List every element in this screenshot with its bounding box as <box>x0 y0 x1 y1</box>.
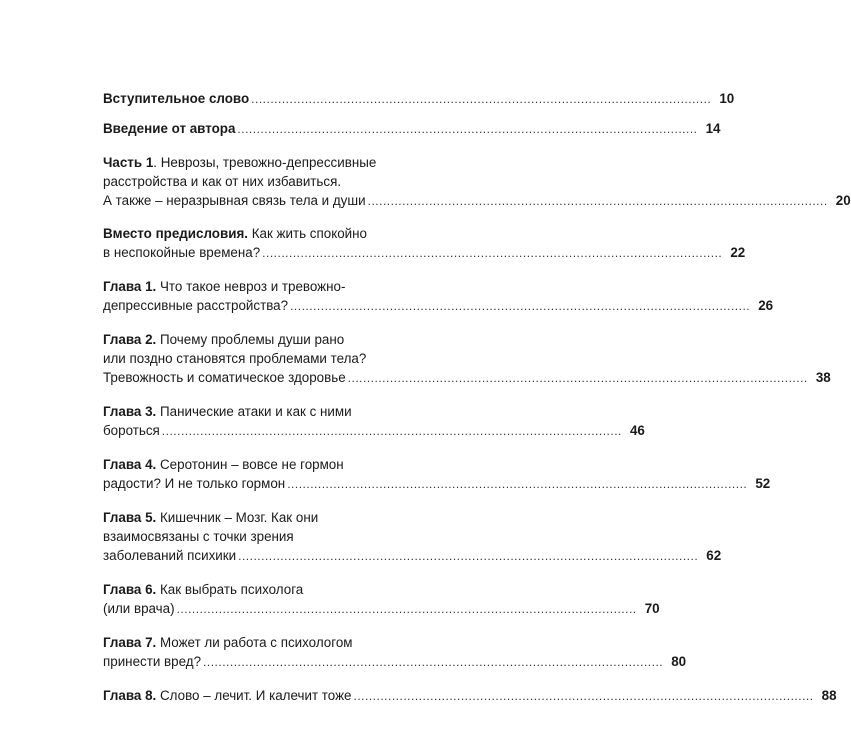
toc-line-text: заболеваний психики <box>103 548 237 563</box>
toc-entry <box>103 277 774 316</box>
dot-leader: ........................................................................................................................ <box>347 371 808 385</box>
toc-line <box>103 508 411 527</box>
toc-entry-title: Панические атаки и как с ними <box>156 404 352 419</box>
toc-entry <box>103 580 660 619</box>
toc-line <box>103 119 721 139</box>
toc-line <box>103 368 831 388</box>
toc-line <box>103 191 851 211</box>
toc-entry <box>103 508 722 566</box>
toc-entry-label: Глава 2. <box>103 332 157 347</box>
toc-line-text <box>103 153 376 172</box>
toc-page-number: 62 <box>706 548 722 563</box>
toc-line-text: взаимосвязаны с точки зрения <box>103 529 294 544</box>
toc-line <box>103 402 411 421</box>
toc-entry-title: Что такое невроз и тревожно- <box>156 279 346 294</box>
toc-line-text <box>103 508 318 527</box>
toc-entry-label: Глава 8. <box>103 688 157 703</box>
dot-leader: ........................................................................................................................ <box>287 477 748 491</box>
dot-leader: ........................................................................................................................ <box>161 424 622 438</box>
toc-line <box>103 455 411 474</box>
toc-entry-label: Глава 1. <box>103 279 157 294</box>
toc-entry-label: Глава 6. <box>103 582 157 597</box>
toc-entry-title: Вступительное слово <box>103 91 250 106</box>
dot-leader: ........................................................................................................................ <box>367 194 828 208</box>
toc-entry <box>103 119 721 139</box>
toc-entry <box>103 402 645 441</box>
toc-line <box>103 686 837 706</box>
toc-line <box>103 652 687 672</box>
toc-entry-label: Глава 4. <box>103 457 157 472</box>
toc-line-text: депрессивные расстройства? <box>103 298 289 313</box>
toc-page-number: 80 <box>671 654 687 669</box>
toc-line-text: расстройства и как от них избавиться. <box>103 174 342 189</box>
toc-line <box>103 527 411 546</box>
toc-entry-title: . Неврозы, тревожно-депрессивные <box>153 155 377 170</box>
toc-line-text <box>103 402 352 421</box>
toc-entry-label: Глава 3. <box>103 404 157 419</box>
toc-line-text: радости? И не только гормон <box>103 476 286 491</box>
toc-entry <box>103 686 837 706</box>
toc-entry-title: Кишечник – Мозг. Как они <box>156 510 319 525</box>
toc-line-text: (или врача) <box>103 601 175 616</box>
toc-line-text: бороться <box>103 423 160 438</box>
toc-entry-title: Может ли работа с психологом <box>156 635 353 650</box>
toc-page-number: 10 <box>719 91 735 106</box>
toc-line <box>103 89 735 109</box>
toc-line <box>103 546 722 566</box>
toc-entry-label: Вместо предисловия. <box>103 226 248 241</box>
toc-entry <box>103 455 771 494</box>
dot-leader: ........................................................................................................................ <box>353 689 814 703</box>
toc-page-number: 26 <box>758 298 774 313</box>
dot-leader: ........................................................................................................................ <box>176 602 637 616</box>
toc-entry-label: Глава 7. <box>103 635 157 650</box>
toc-line-text: Тревожность и соматическое здоровье <box>103 370 346 385</box>
toc-entry-title: Как жить спокойно <box>247 226 367 241</box>
dot-leader: ........................................................................................................................ <box>238 549 699 563</box>
toc-line <box>103 296 774 316</box>
toc-page-number: 20 <box>835 193 851 208</box>
dot-leader: ........................................................................................................................ <box>251 92 712 106</box>
toc-line <box>103 153 411 172</box>
toc-line-text <box>103 633 353 652</box>
toc-line <box>103 277 411 296</box>
toc-line-text: в неспокойные времена? <box>103 245 261 260</box>
toc-page-number: 70 <box>644 601 660 616</box>
toc-page-number: 88 <box>821 688 837 703</box>
toc-line <box>103 580 411 599</box>
toc-entry-title: Почему проблемы души рано <box>156 332 345 347</box>
toc-line <box>103 421 645 441</box>
toc-line <box>103 224 411 243</box>
toc-line-text <box>103 224 367 243</box>
toc-line <box>103 474 771 494</box>
toc-entry <box>103 633 687 672</box>
toc-entry <box>103 153 851 211</box>
toc-line-text: или поздно становятся проблемами тела? <box>103 351 367 366</box>
toc-entry-label: Часть 1 <box>103 155 154 170</box>
dot-leader: ........................................................................................................................ <box>237 122 698 136</box>
toc-entry <box>103 89 735 109</box>
toc-page-number: 52 <box>755 476 771 491</box>
toc-line <box>103 633 411 652</box>
toc-entry <box>103 330 831 388</box>
toc-page-number: 46 <box>629 423 645 438</box>
dot-leader: ........................................................................................................................ <box>290 299 751 313</box>
toc-line-text <box>103 277 345 296</box>
toc-line <box>103 599 660 619</box>
toc-line-text: принести вред? <box>103 654 202 669</box>
toc-line-text: А также – неразрывная связь тела и души <box>103 193 366 208</box>
toc-entry-title: Серотонин – вовсе не гормон <box>156 457 344 472</box>
toc-line <box>103 172 411 191</box>
toc-page-number: 38 <box>815 370 831 385</box>
table-of-contents <box>103 89 851 706</box>
toc-line <box>103 349 411 368</box>
toc-line <box>103 330 411 349</box>
toc-page-number: 22 <box>730 245 746 260</box>
toc-line-text <box>103 686 352 705</box>
toc-entry-title: Как выбрать психолога <box>156 582 304 597</box>
toc-line <box>103 243 746 263</box>
toc-page-number: 14 <box>705 121 721 136</box>
toc-line-text <box>103 330 344 349</box>
dot-leader: ........................................................................................................................ <box>203 655 664 669</box>
toc-entry-label: Глава 5. <box>103 510 157 525</box>
toc-entry <box>103 224 746 263</box>
toc-line-text <box>103 580 303 599</box>
toc-entry-title: Слово – лечит. И калечит тоже <box>156 688 352 703</box>
dot-leader: ........................................................................................................................ <box>262 246 723 260</box>
toc-line-text <box>103 455 344 474</box>
toc-entry-title: Введение от автора <box>103 121 236 136</box>
